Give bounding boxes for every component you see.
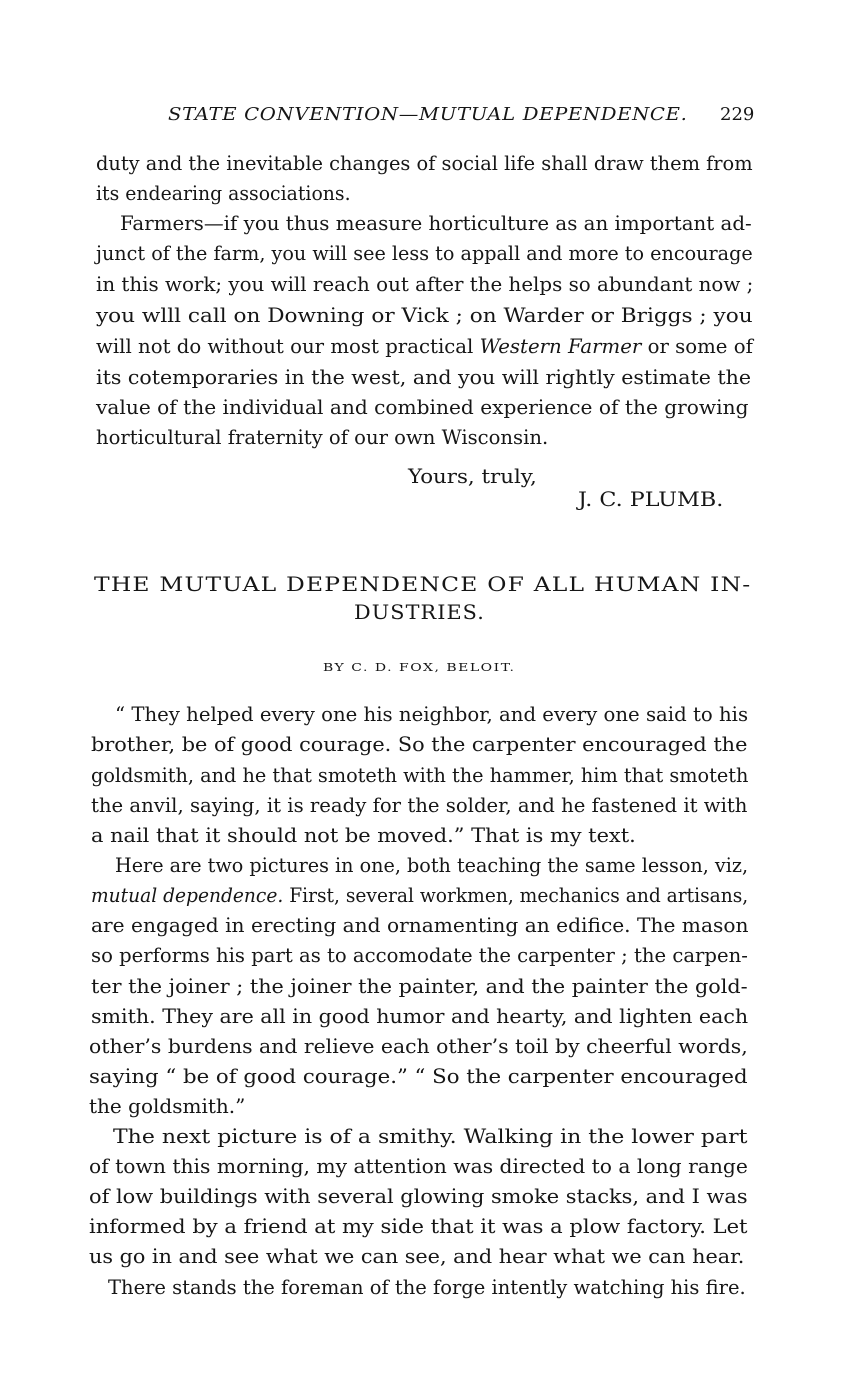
text-line: you wlll call on Downing or Vick ; on Warder or Briggs ; you [96,304,753,327]
text-line: other’s burdens and relieve each other’s toil by cheerful words, [89,1035,748,1058]
text-line: of low buildings with several glowing smoke stacks, and I was [89,1185,748,1208]
text-segment: First, several workmen, mechanics and artisans, [283,884,749,907]
text-line: so performs his part as to accomodate the carpenter ; the carpen- [91,944,748,967]
article-title: DUSTRIES. [354,601,485,624]
text-line: the anvil, saying, it is ready for the solder, and he fastened it with [91,794,748,817]
text-line: junct of the farm, you will see less to appall and more to encourage [96,242,753,265]
text-line: the goldsmith.” [89,1095,246,1118]
text-line: goldsmith, and he that smoteth with the hammer, him that smoteth [91,764,749,787]
emphasis-text: mutual dependence. [91,884,284,907]
text-line: informed by a friend at my side that it was a plow factory. Let [89,1215,748,1238]
text-line: in this work; you will reach out after the helps so abundant now ; [96,273,754,296]
text-line: Here are two pictures in one, both teaching the same lesson, viz, [115,854,749,877]
page-number: 229 [720,104,755,125]
text-segment: or some of [641,335,753,358]
text-line: “ They helped every one his neighbor, and every one said to his [115,703,749,726]
text-segment: will not do without our most practical [96,335,480,358]
text-line [96,335,753,359]
text-line: its cotemporaries in the west, and you will rightly estimate the [96,366,752,389]
text-line: smith. They are all in good humor and hearty, and lighten each [91,1005,749,1028]
letter-signature: J. C. PLUMB. [578,488,724,511]
text-line: us go in and see what we can see, and hear what we can hear. [89,1245,745,1268]
text-line: are engaged in erecting and ornamenting an edifice. The mason [91,914,749,937]
text-line: There stands the foreman of the forge intently watching his fire. [108,1276,746,1299]
text-line: ter the joiner ; the joiner the painter, and the painter the gold- [91,975,748,998]
text-line: The next picture is of a smithy. Walking in the lower part [113,1125,748,1148]
text-line [91,884,748,908]
text-line: of town this morning, my attention was directed to a long range [89,1155,748,1178]
text-line: brother, be of good courage. So the carpenter encouraged the [91,733,748,756]
text-line: a nail that it should not be moved.” That is my text. [91,824,636,847]
publication-title: Western Farmer [479,335,642,358]
letter-closing: Yours, truly, [408,465,537,488]
running-title: STATE CONVENTION—MUTUAL DEPENDENCE. [168,104,688,125]
article-byline: BY C. D. FOX, BELOIT. [323,661,516,674]
text-line: Farmers—if you thus measure horticulture as an important ad- [120,212,752,235]
text-line: saying “ be of good courage.” “ So the carpenter encouraged [89,1065,748,1088]
text-line: its endearing associations. [96,182,351,205]
article-title: THE MUTUAL DEPENDENCE OF ALL HUMAN IN- [94,573,752,596]
text-line: value of the individual and combined experience of the growing [96,396,749,419]
text-line: duty and the inevitable changes of social life shall draw them from [96,152,753,175]
text-line: horticultural fraternity of our own Wisconsin. [96,426,549,449]
